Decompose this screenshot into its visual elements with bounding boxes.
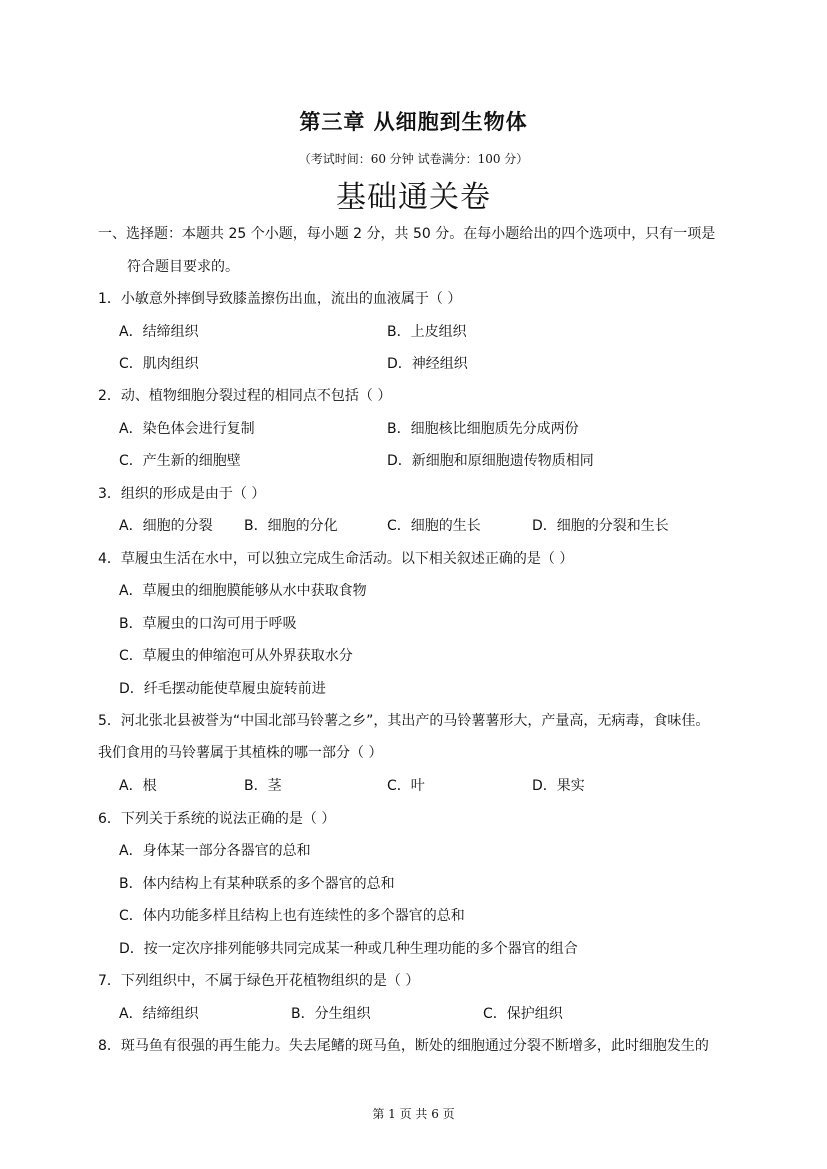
question-2-option-b: B．细胞核比细胞质先分成两份	[387, 421, 579, 437]
question-5-option-b: B．茎	[244, 778, 282, 794]
question-5-option-d: D．果实	[532, 778, 585, 794]
question-3-option-c: C．细胞的生长	[387, 518, 481, 534]
question-2-option-c: C．产生新的细胞壁	[119, 453, 241, 469]
question-1-option-a: A．结缔组织	[119, 324, 199, 340]
paper-banner: 基础通关卷	[336, 180, 491, 215]
page-footer: 第 1 页 共 6 页	[372, 1107, 455, 1121]
question-7-option-b: B．分生组织	[291, 1006, 371, 1022]
question-6-option-d: D．按一定次序排列能够共同完成某一种或几种生理功能的多个器官的组合	[119, 941, 578, 957]
question-1-option-d: D．神经组织	[387, 356, 468, 372]
page-title: 第三章 从细胞到生物体	[299, 109, 528, 134]
question-7-option-a: A．结缔组织	[119, 1006, 199, 1022]
question-4-option-c: C．草履虫的伸缩泡可从外界获取水分	[119, 648, 353, 664]
question-2-stem: 2．动、植物细胞分裂过程的相同点不包括（ ）	[98, 388, 392, 404]
question-6-option-b: B．体内结构上有某种联系的多个器官的总和	[119, 876, 395, 892]
question-3-stem: 3．组织的形成是由于（ ）	[98, 486, 266, 502]
question-6-stem: 6．下列关于系统的说法正确的是（ ）	[98, 811, 336, 827]
question-7-option-c: C．保护组织	[483, 1006, 563, 1022]
question-4-stem: 4．草履虫生活在水中，可以独立完成生命活动。以下相关叙述正确的是（ ）	[98, 551, 574, 567]
question-5-option-a: A．根	[119, 778, 157, 794]
section-heading-cont: 符合题目要求的。	[127, 259, 239, 275]
question-1-stem: 1．小敏意外摔倒导致膝盖擦伤出血，流出的血液属于（ ）	[98, 291, 462, 307]
question-7-stem: 7．下列组织中，不属于绿色开花植物组织的是（ ）	[98, 973, 420, 989]
question-1-option-b: B．上皮组织	[387, 324, 467, 340]
question-3-option-b: B．细胞的分化	[244, 518, 338, 534]
question-2-option-a: A．染色体会进行复制	[119, 421, 255, 437]
exam-info: （考试时间：60 分钟 试卷满分：100 分）	[298, 152, 529, 166]
question-2-option-d: D．新细胞和原细胞遗传物质相同	[387, 453, 594, 469]
question-6-option-a: A．身体某一部分各器官的总和	[119, 843, 311, 859]
question-5-stem: 5．河北张北县被誉为“中国北部马铃薯之乡”，其出产的马铃薯薯形大，产量高，无病毒，食味佳。	[98, 713, 710, 729]
question-4-option-a: A．草履虫的细胞膜能够从水中获取食物	[119, 583, 367, 599]
question-5-stem-cont: 我们食用的马铃薯属于其植株的哪一部分（ ）	[98, 745, 383, 761]
question-3-option-a: A．细胞的分裂	[119, 518, 213, 534]
question-8-stem: 8．斑马鱼有很强的再生能力。失去尾鳍的斑马鱼，断处的细胞通过分裂不断增多，此时细胞发生的	[98, 1038, 709, 1054]
question-5-option-c: C．叶	[387, 778, 425, 794]
section-heading: 一、选择题：本题共 25 个小题，每小题 2 分，共 50 分。在每小题给出的四个选项中，只有一项是	[98, 226, 716, 242]
question-4-option-b: B．草履虫的口沟可用于呼吸	[119, 616, 297, 632]
question-1-option-c: C．肌肉组织	[119, 356, 199, 372]
question-6-option-c: C．体内功能多样且结构上也有连续性的多个器官的总和	[119, 908, 465, 924]
question-4-option-d: D．纤毛摆动能使草履虫旋转前进	[119, 681, 326, 697]
question-3-option-d: D．细胞的分裂和生长	[532, 518, 669, 534]
